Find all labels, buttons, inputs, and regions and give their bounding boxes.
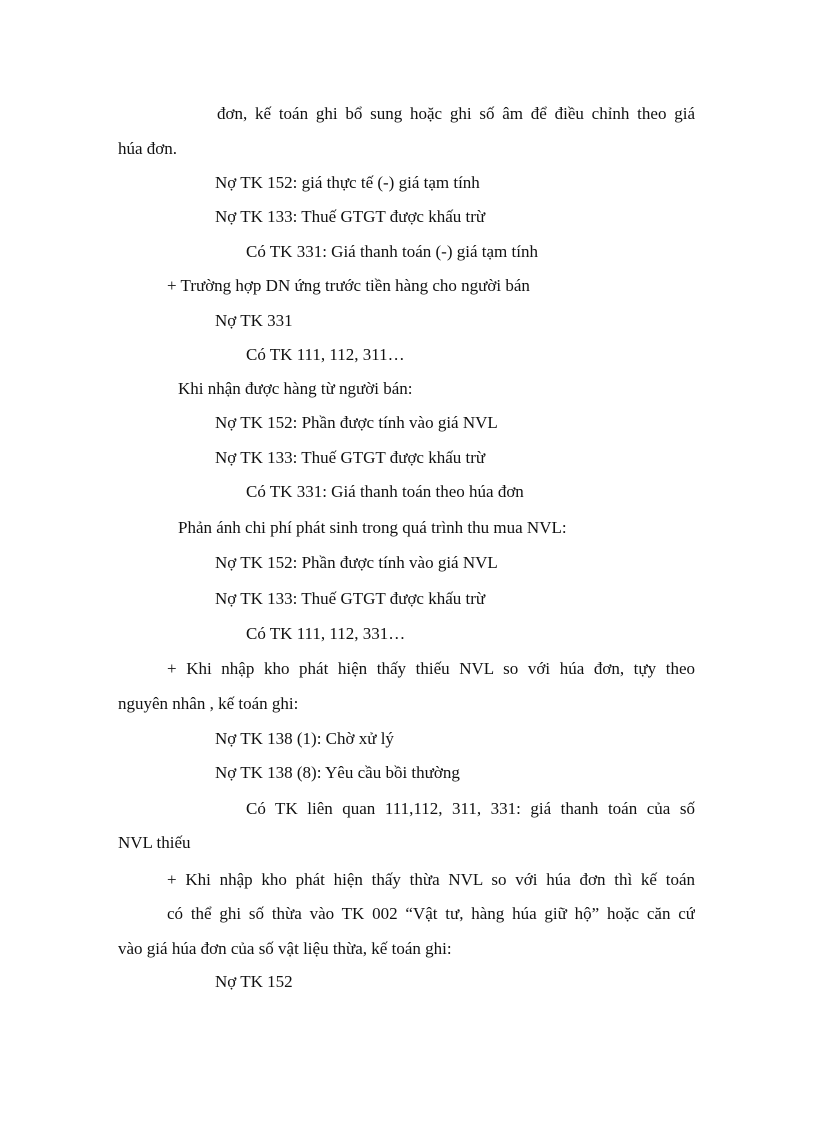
text-line: Nợ TK 152: giá thực tế (-) giá tạm tính <box>215 173 480 192</box>
text-line: + Khi nhập kho phát hiện thấy thiếu NVL so với húa đơn, tựy theo <box>167 659 695 678</box>
text-line: NVL thiếu <box>118 833 191 852</box>
text-line: Nợ TK 152: Phần được tính vào giá NVL <box>215 413 498 432</box>
text-line: húa đơn. <box>118 139 178 158</box>
text-line: Nợ TK 138 (8): Yêu cầu bồi thường <box>215 763 460 782</box>
text-line: Có TK 331: Giá thanh toán theo húa đơn <box>246 482 524 501</box>
text-line: + Khi nhập kho phát hiện thấy thừa NVL so với húa đơn thì kế toán <box>167 870 695 889</box>
text-line: có thể ghi số thừa vào TK 002 “Vật tư, hàng húa giữ hộ” hoặc căn cứ <box>167 904 695 923</box>
text-line: đơn, kế toán ghi bổ sung hoặc ghi số âm để điều chỉnh theo giá <box>217 104 695 123</box>
text-line: Nợ TK 152 <box>215 972 293 991</box>
text-line: Nợ TK 133: Thuế GTGT được khấu trừ <box>215 589 486 608</box>
text-line: + Trường hợp DN ứng trước tiền hàng cho người bán <box>167 276 530 295</box>
text-line: Nợ TK 152: Phần được tính vào giá NVL <box>215 553 498 572</box>
text-line: Khi nhận được hàng từ người bán: <box>178 379 413 398</box>
text-line: Phản ánh chi phí phát sinh trong quá trình thu mua NVL: <box>178 518 567 537</box>
text-line: Có TK 111, 112, 331… <box>246 624 406 643</box>
text-line: Nợ TK 133: Thuế GTGT được khấu trừ <box>215 448 486 467</box>
text-line: Nợ TK 133: Thuế GTGT được khấu trừ <box>215 207 486 226</box>
text-line: nguyên nhân , kế toán ghi: <box>118 694 299 713</box>
text-line: Nợ TK 138 (1): Chờ xử lý <box>215 729 394 748</box>
text-line: vào giá húa đơn của số vật liệu thừa, kế toán ghi: <box>118 939 452 958</box>
text-line: Có TK liên quan 111,112, 311, 331: giá thanh toán của số <box>246 799 695 818</box>
text-line: Có TK 111, 112, 311… <box>246 345 405 364</box>
text-line: Nợ TK 331 <box>215 311 293 330</box>
text-line: Có TK 331: Giá thanh toán (-) giá tạm tính <box>246 242 538 261</box>
